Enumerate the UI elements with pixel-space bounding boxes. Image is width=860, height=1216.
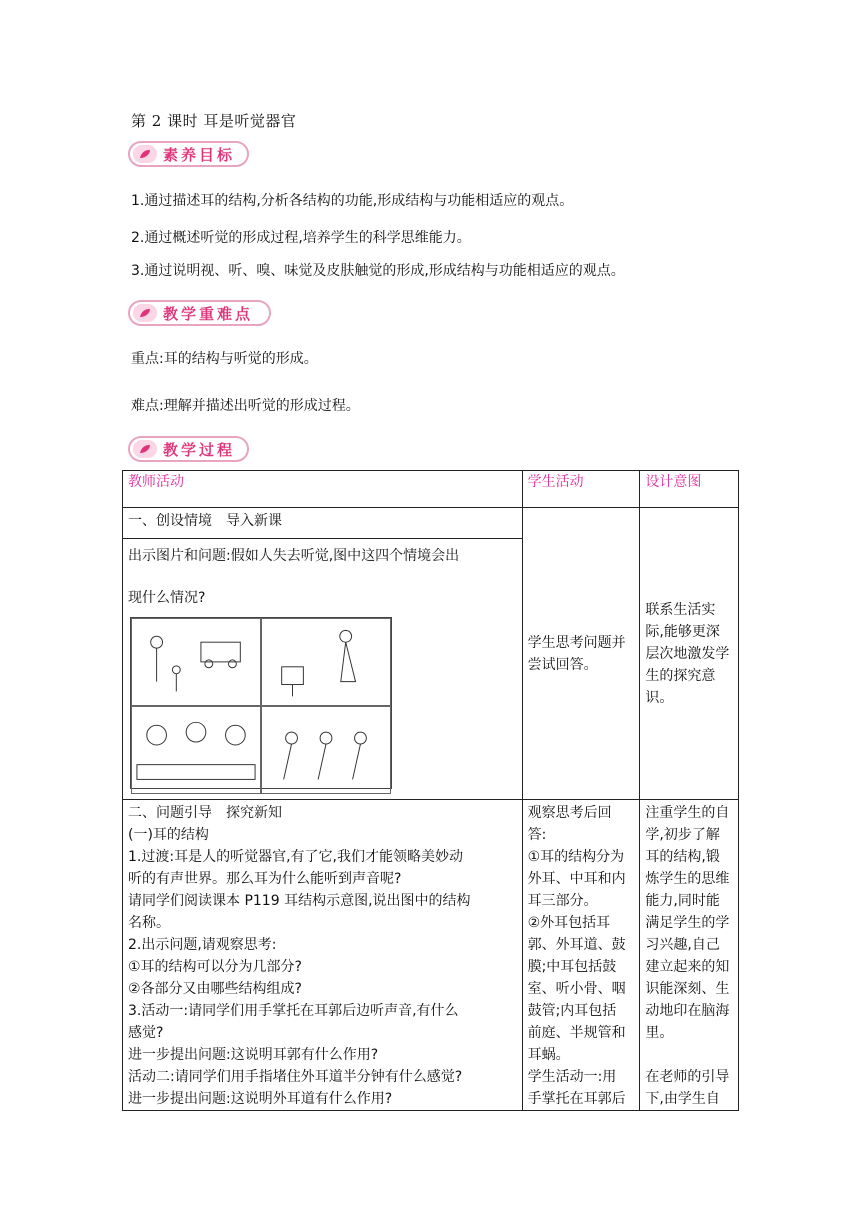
key-point: 重点:耳的结构与听觉的形成。 [131, 351, 318, 367]
row1-intent: 联系生活实际,能够更深层次地激发学生的探究意识。 [640, 508, 739, 800]
goal-3: 3.通过说明视、听、嗅、味觉及皮肤触觉的形成,形成结构与功能相适应的观点。 [131, 263, 625, 279]
row2-teacher-line: 二、问题引导 探究新知 [128, 805, 282, 821]
row2-teacher-line: (一)耳的结构 [128, 827, 209, 843]
scenario-car-image [131, 618, 261, 706]
table-row [123, 508, 739, 800]
leaf-icon [133, 440, 157, 458]
row2-intent-spacer [645, 1044, 733, 1066]
row2-teacher-line: 请同学们阅读课本 P119 耳结构示意图,说出图中的结构 [128, 893, 471, 909]
row2-student [522, 800, 640, 1111]
keypoints-badge [128, 300, 271, 326]
row2-teacher-line: ①耳的结构可以分为几部分? [128, 959, 302, 975]
row2-student-line: 郭、外耳道、鼓 [527, 937, 626, 953]
table-row [123, 800, 739, 1111]
row2-student-line: 鼓管;内耳包括 [527, 1003, 617, 1019]
header-intent: 设计意图 [640, 471, 739, 508]
row2-intent-line: 建立起来的知 [645, 959, 730, 975]
row2-intent-line: 炼学生的思维 [645, 871, 730, 887]
row2-teacher-line: 进一步提出问题:这说明耳郭有什么作用? [128, 1047, 379, 1063]
row2-student-line: 答: [527, 827, 547, 843]
row2-teacher-line: 3.活动一:请同学们用手掌托在耳郭后边听声音,有什么 [128, 1003, 459, 1019]
hearing-scenarios-illustration [130, 617, 392, 789]
row2-teacher-line: 听的有声世界。那么耳为什么能听到声音呢? [128, 871, 402, 887]
scenario-kettle-image [261, 618, 391, 706]
row2-intent-line: 习兴趣,自己 [645, 937, 720, 953]
row2-teacher-line: 名称。 [128, 915, 170, 931]
goal-1: 1.通过描述耳的结构,分析各结构的功能,形成结构与功能相适应的观点。 [131, 193, 574, 209]
process-badge [128, 436, 249, 462]
header-student: 学生活动 [522, 471, 640, 508]
process-badge-label: 教学过程 [163, 440, 236, 459]
row2-intent-line: 能力,同时能 [645, 893, 720, 909]
row2-intent-line: 耳的结构,锻 [645, 849, 720, 865]
row1-teacher [123, 508, 523, 800]
row2-teacher-line: 2.出示问题,请观察思考: [128, 937, 277, 953]
row1-heading: 一、创设情境 导入新课 [123, 508, 522, 539]
row2-intent-line: 下,由学生自 [645, 1091, 720, 1107]
goals-badge [128, 141, 249, 167]
leaf-icon [133, 145, 157, 163]
row2-teacher-line: 1.过渡:耳是人的听觉器官,有了它,我们才能领略美妙动 [128, 849, 463, 865]
row2-student-line: 耳蜗。 [527, 1047, 570, 1063]
row2-intent-line: 满足学生的学 [645, 915, 730, 931]
row1-student: 学生思考问题并尝试回答。 [522, 508, 640, 800]
row2-student-line: 室、听小骨、咽 [527, 981, 626, 997]
row1-line-1: 出示图片和问题:假如人失去听觉,图中这四个情境会出 [128, 548, 460, 564]
goal-2: 2.通过概述听觉的形成过程,培养学生的科学思维能力。 [131, 230, 471, 246]
lesson-process-table [122, 470, 739, 1111]
row2-intent-line: 识能深刻、生 [645, 981, 730, 997]
scenario-dance-image [261, 706, 391, 794]
row2-teacher-line: ②各部分又由哪些结构组成? [128, 981, 302, 997]
row2-teacher-line: 进一步提出问题:这说明外耳道有什么作用? [128, 1091, 393, 1107]
row2-student-line: ①耳的结构分为 [527, 849, 625, 865]
header-teacher: 教师活动 [123, 471, 523, 508]
difficult-point: 难点:理解并描述出听觉的形成过程。 [131, 398, 360, 414]
row2-intent-line: 动地印在脑海 [645, 1003, 730, 1019]
row2-intent-line: 在老师的引导 [645, 1069, 730, 1085]
row2-student-line: 膜;中耳包括鼓 [527, 959, 617, 975]
row2-intent-line: 里。 [645, 1025, 674, 1041]
row2-intent [640, 800, 739, 1111]
row2-intent-line: 注重学生的自 [645, 805, 730, 821]
goals-badge-label: 素养目标 [163, 145, 236, 164]
row2-student-line: ②外耳包括耳 [527, 915, 611, 931]
lesson-title: 第 2 课时 耳是听觉器官 [131, 112, 297, 130]
row2-student-line: 学生活动一:用 [527, 1069, 617, 1085]
row1-line-2: 现什么情况? [128, 590, 206, 606]
row2-student-line: 观察思考后回 [527, 805, 612, 821]
row2-teacher [123, 800, 523, 1111]
table-header-row [123, 471, 739, 508]
row2-student-line: 前庭、半规管和 [527, 1025, 626, 1041]
row2-intent-line: 学,初步了解 [645, 827, 720, 843]
row2-student-line: 外耳、中耳和内 [527, 871, 626, 887]
scenario-children-image [131, 706, 261, 794]
leaf-icon [133, 304, 157, 322]
row2-student-line: 手掌托在耳郭后 [527, 1091, 626, 1107]
row2-student-line: 耳三部分。 [527, 893, 598, 909]
keypoints-badge-label: 教学重难点 [163, 304, 254, 323]
row2-teacher-line: 活动二:请同学们用手指堵住外耳道半分钟有什么感觉? [128, 1069, 463, 1085]
row2-teacher-line: 感觉? [128, 1025, 164, 1041]
